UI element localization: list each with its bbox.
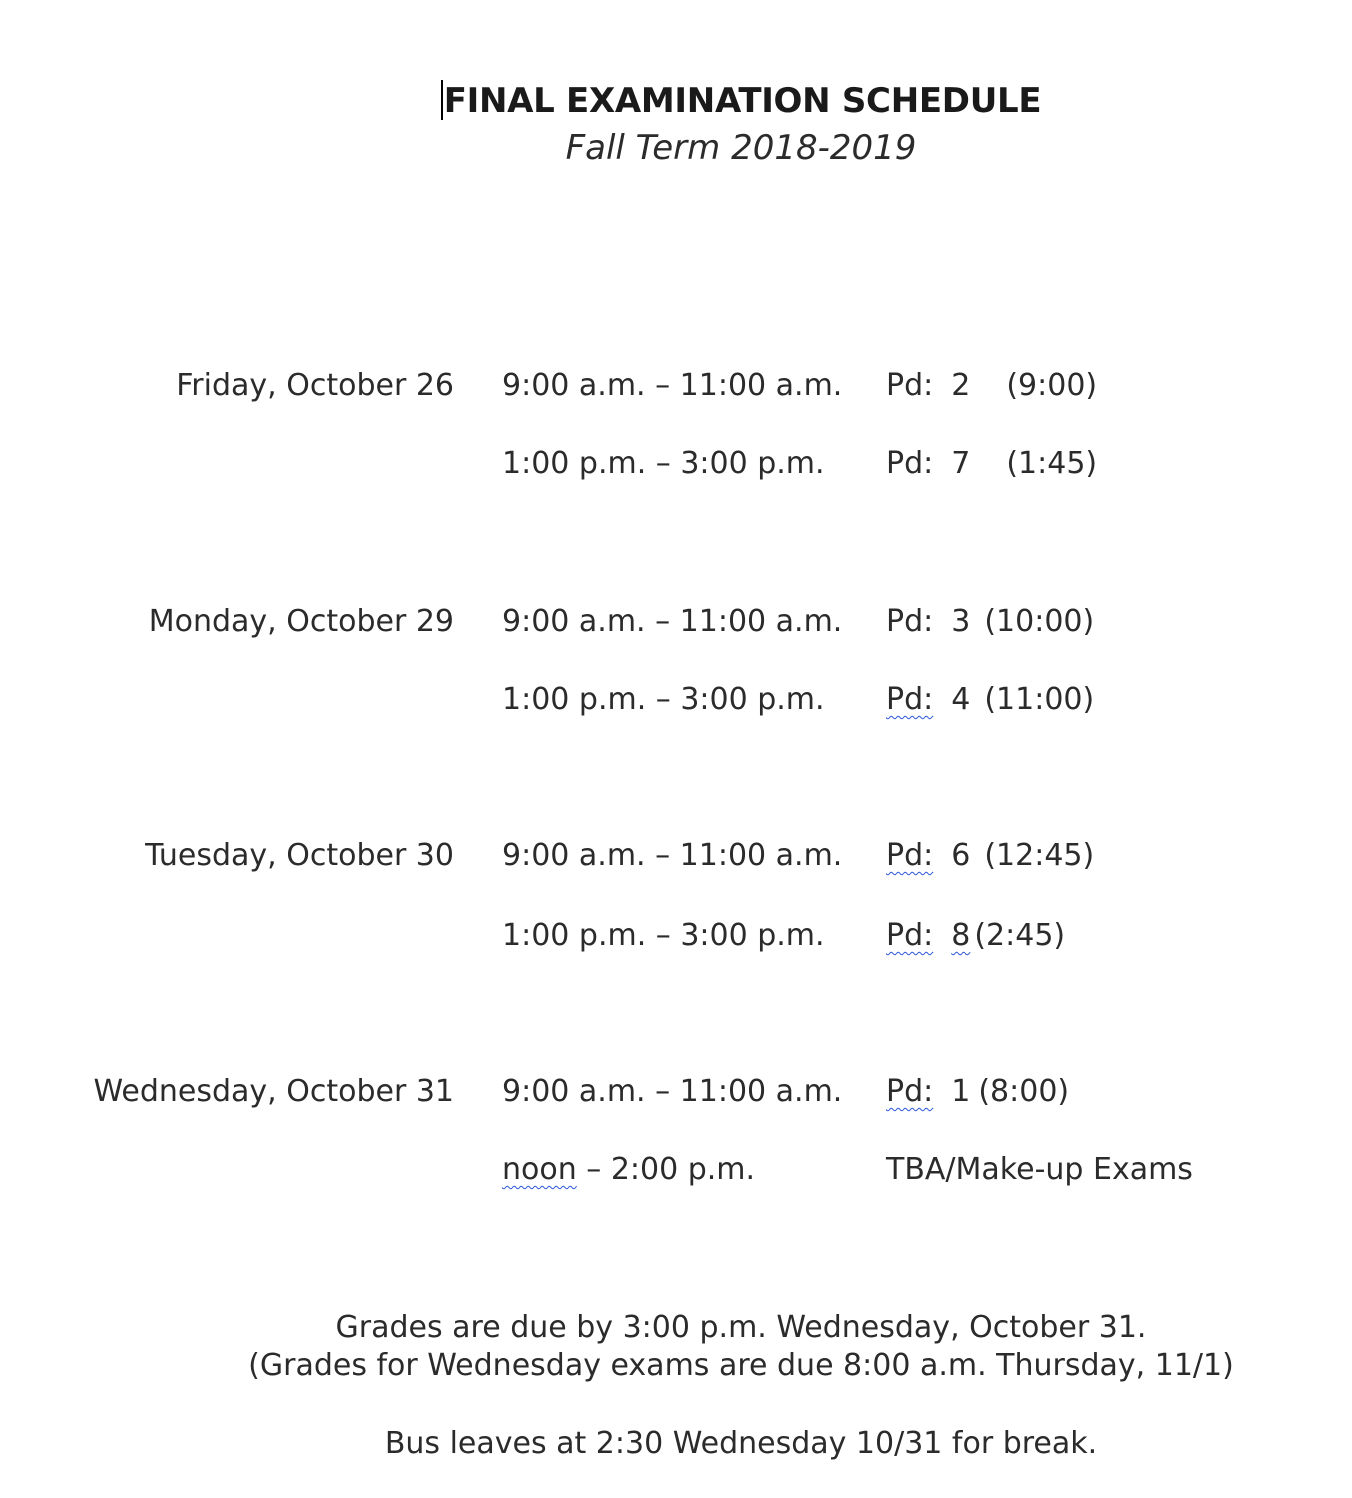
exam-day: Wednesday, October 31 bbox=[93, 1074, 454, 1109]
exam-time: 9:00 a.m. – 11:00 a.m. bbox=[502, 1074, 843, 1109]
exam-period bbox=[886, 680, 1094, 720]
exam-time: 9:00 a.m. – 11:00 a.m. bbox=[502, 838, 843, 873]
schedule-row bbox=[0, 366, 1352, 406]
schedule-row bbox=[0, 602, 1352, 642]
document-title-text: FINAL EXAMINATION SCHEDULE bbox=[443, 81, 1042, 121]
period-label: Pd: bbox=[886, 838, 934, 873]
exam-period bbox=[886, 366, 1097, 406]
schedule-row bbox=[0, 680, 1352, 720]
exam-period bbox=[886, 836, 1094, 876]
exam-day: Friday, October 26 bbox=[176, 368, 454, 403]
period-time: (8:00) bbox=[978, 1074, 1070, 1109]
schedule-row bbox=[0, 916, 1352, 956]
period-label: Pd: bbox=[886, 682, 934, 717]
schedule-row bbox=[0, 836, 1352, 876]
period-label: Pd: bbox=[886, 918, 934, 953]
exam-day: Monday, October 29 bbox=[148, 604, 454, 639]
time-rest: – 2:00 p.m. bbox=[576, 1152, 756, 1187]
exam-note: TBA/Make-up Exams bbox=[886, 1152, 1193, 1187]
grades-due-text: Grades are due by 3:00 p.m. Wednesday, October 31. bbox=[335, 1310, 1147, 1345]
document-subtitle: Fall Term 2018-2019 bbox=[565, 128, 917, 168]
period-number: 7 bbox=[951, 446, 971, 481]
exam-time: 9:00 a.m. – 11:00 a.m. bbox=[502, 604, 843, 639]
exam-time bbox=[502, 1150, 755, 1190]
period-number: 2 bbox=[951, 368, 971, 403]
exam-time: 1:00 p.m. – 3:00 p.m. bbox=[502, 918, 825, 953]
exam-period bbox=[886, 916, 1065, 956]
bus-note-text: Bus leaves at 2:30 Wednesday 10/31 for break. bbox=[384, 1426, 1098, 1461]
period-time: (12:45) bbox=[984, 838, 1095, 873]
period-number: 8 bbox=[951, 918, 971, 953]
period-time: (10:00) bbox=[984, 604, 1095, 639]
period-time: (1:45) bbox=[1006, 446, 1098, 481]
schedule-row bbox=[0, 444, 1352, 484]
exam-day: Tuesday, October 30 bbox=[145, 838, 454, 873]
document-title bbox=[0, 80, 1352, 121]
text-cursor bbox=[441, 80, 443, 120]
period-time: (11:00) bbox=[984, 682, 1095, 717]
exam-time: 1:00 p.m. – 3:00 p.m. bbox=[502, 682, 825, 717]
schedule-row bbox=[0, 1072, 1352, 1112]
period-label: Pd: bbox=[886, 446, 934, 481]
period-label: Pd: bbox=[886, 604, 934, 639]
schedule-row bbox=[0, 1150, 1352, 1190]
period-number: 3 bbox=[951, 604, 971, 639]
period-time: (9:00) bbox=[1006, 368, 1098, 403]
grades-note-text: (Grades for Wednesday exams are due 8:00 a.m. Thursday, 11/1) bbox=[248, 1348, 1234, 1383]
period-label: Pd: bbox=[886, 1074, 934, 1109]
period-number: 1 bbox=[951, 1074, 971, 1109]
time-word: noon bbox=[502, 1152, 577, 1187]
exam-period bbox=[886, 1072, 1069, 1112]
period-label: Pd: bbox=[886, 368, 934, 403]
exam-period bbox=[886, 444, 1097, 484]
period-number: 4 bbox=[951, 682, 971, 717]
period-number: 6 bbox=[951, 838, 971, 873]
exam-period bbox=[886, 602, 1094, 642]
exam-time: 1:00 p.m. – 3:00 p.m. bbox=[502, 446, 825, 481]
exam-time: 9:00 a.m. – 11:00 a.m. bbox=[502, 368, 843, 403]
period-time: (2:45) bbox=[974, 918, 1066, 953]
